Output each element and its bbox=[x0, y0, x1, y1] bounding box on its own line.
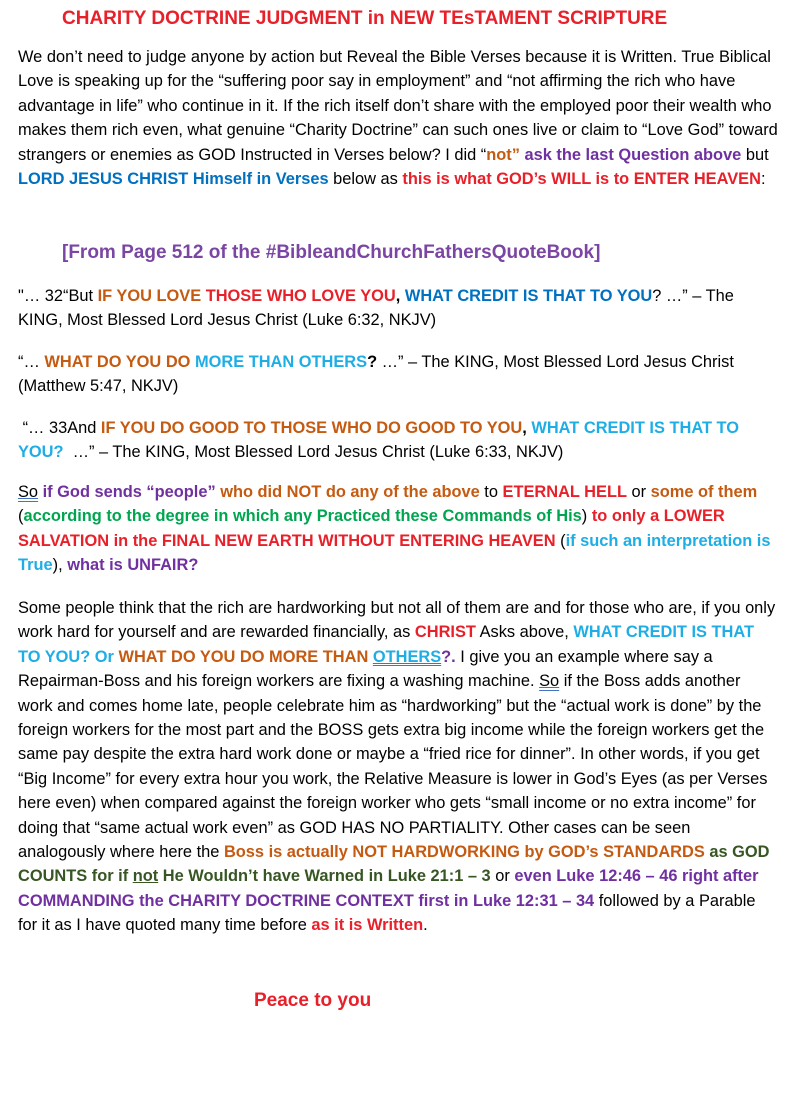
text-run: ask the last Question above bbox=[519, 145, 742, 164]
text-run: or bbox=[626, 483, 651, 501]
text-run: but bbox=[741, 145, 774, 164]
text-run: , bbox=[522, 419, 532, 437]
text-run: Some people think that the rich are hardworking but not all of them are and for those who are, if you only work hard for yourself and are rewarded financially, as bbox=[18, 599, 780, 642]
text-run: some of them bbox=[650, 483, 758, 501]
text-run: or bbox=[490, 867, 515, 886]
text-run: Boss is actually NOT HARDWORKING by GOD’s STANDARDS bbox=[223, 843, 705, 862]
text-run: “… 33And bbox=[18, 419, 101, 437]
text-run: this is what GOD’s WILL is to ENTER HEAVEN bbox=[402, 170, 761, 189]
text-run: who did NOT do any of the above bbox=[215, 483, 480, 501]
text-run: ? …” – The KING, Most Blessed Lord Jesus Christ (Luke 6:32, NKJV) bbox=[18, 287, 739, 330]
text-run: OTHERS bbox=[372, 647, 442, 666]
text-run: if such an interpretation is True bbox=[18, 531, 776, 575]
text-run: if God sends “people” bbox=[38, 483, 216, 501]
text-run: to only a LOWER SALVATION in the FINAL NEW EARTH WITHOUT ENTERING HEAVEN bbox=[18, 507, 730, 550]
text-run: as GOD COUNTS for if bbox=[18, 843, 775, 886]
text-run: LORD JESUS CHRIST Himself in Verses bbox=[18, 170, 329, 189]
text-run: ), bbox=[52, 556, 68, 575]
text-run: We don’t need to judge anyone by action but Reveal the Bible Verses because it is Written. True Biblical Love is speaking up for the “suffering poor say in employment” and “not affirming the rich who have advantage in life” who continue in it. If the rich itself don’t share with the employed poor their wealth who makes them rich even, what genuine “Charity Doctrine” can such ones live or claim to “Love God” toward strangers or enemies as GOD Instructed in Verses below? I did “ bbox=[18, 48, 783, 164]
text-run: if the Boss adds another work and comes home late, people celebrate him as “hardworking” but the “actual work is done” by the foreign workers for the most part and the BOSS gets extra big income while the foreign workers get the same pay despite the extra hard work done or maybe a “fried rice for dinner”. In other words, if you get “Big Income” for every extra hour you work, the Relative Measure is lower in God’s Eyes (as per Verses here even) when compared against the foreign worker who gets “small income or no extra income” for doing that “same actual work even” as GOD HAS NO PARTIALITY. Other cases can be seen analogously where here the bbox=[18, 672, 772, 862]
text-run: below as bbox=[328, 170, 403, 189]
text-run: ) bbox=[581, 507, 592, 526]
judgment-paragraph bbox=[18, 480, 778, 578]
text-run: followed by a Parable for it as I have quoted many time before bbox=[18, 891, 761, 935]
text-run: even Luke 12:46 – 46 right after COMMANDING the CHARITY DOCTRINE CONTEXT first in Luke 12:31 – 34 bbox=[18, 867, 764, 910]
text-run: So bbox=[18, 483, 39, 501]
quote-luke-6-33 bbox=[18, 416, 778, 465]
intro-paragraph bbox=[18, 45, 783, 191]
closing-blessing: Peace to you bbox=[254, 990, 372, 1011]
text-run: “… bbox=[18, 353, 45, 371]
text-run: MORE THAN OTHERS bbox=[194, 353, 368, 371]
text-run: WHAT CREDIT IS THAT TO YOU bbox=[404, 287, 653, 305]
text-run: : bbox=[760, 170, 766, 189]
text-run: ? bbox=[367, 353, 378, 371]
text-run: Asks above, bbox=[475, 623, 574, 642]
text-run: . bbox=[423, 916, 428, 935]
text-run: …” – The KING, Most Blessed Lord Jesus Christ (Luke 6:33, NKJV) bbox=[63, 443, 564, 462]
text-run: CHRIST bbox=[414, 623, 476, 642]
quote-luke-6-32 bbox=[18, 284, 778, 333]
text-run: IF YOU LOVE bbox=[97, 287, 202, 305]
text-run: ( bbox=[555, 531, 566, 550]
text-run: ETERNAL HELL bbox=[502, 483, 627, 501]
text-run: ( bbox=[18, 483, 762, 526]
text-run: So bbox=[539, 672, 560, 691]
text-run: , bbox=[395, 287, 405, 305]
text-run: ?. bbox=[441, 647, 456, 666]
page-title: CHARITY DOCTRINE JUDGMENT in NEW TEsTAMENT SCRIPTURE bbox=[62, 8, 668, 29]
text-run: WHAT DO YOU DO bbox=[44, 353, 191, 371]
text-run: as it is Written bbox=[311, 916, 424, 935]
source-reference: [From Page 512 of the #BibleandChurchFathersQuoteBook] bbox=[62, 242, 601, 263]
text-run: He Wouldn’t have Warned in Luke 21:1 – 3 bbox=[158, 867, 491, 886]
text-run: not bbox=[132, 867, 159, 886]
text-run: not” bbox=[486, 145, 520, 164]
text-run: WHAT DO YOU DO MORE THAN bbox=[118, 647, 369, 666]
text-run: THOSE WHO LOVE YOU bbox=[205, 287, 396, 305]
text-run: to bbox=[479, 483, 503, 501]
text-run: I give you an example where say a Repairman-Boss and his foreign workers are fixing a washing machine. bbox=[18, 647, 718, 691]
text-run: "… 32“But bbox=[18, 287, 98, 305]
text-run: …” – The KING, Most Blessed Lord Jesus Christ (Matthew 5:47, NKJV) bbox=[18, 353, 739, 396]
quote-matthew-5-47 bbox=[18, 350, 778, 399]
text-run: WHAT CREDIT IS THAT TO YOU? Or bbox=[18, 623, 759, 666]
text-run: according to the degree in which any Practiced these Commands of His bbox=[23, 507, 582, 526]
example-paragraph bbox=[18, 596, 778, 938]
text-run: WHAT CREDIT IS THAT TO YOU? bbox=[18, 419, 744, 462]
text-run: IF YOU DO GOOD TO THOSE WHO DO GOOD TO YOU bbox=[100, 419, 523, 437]
text-run: what is UNFAIR? bbox=[67, 556, 199, 575]
